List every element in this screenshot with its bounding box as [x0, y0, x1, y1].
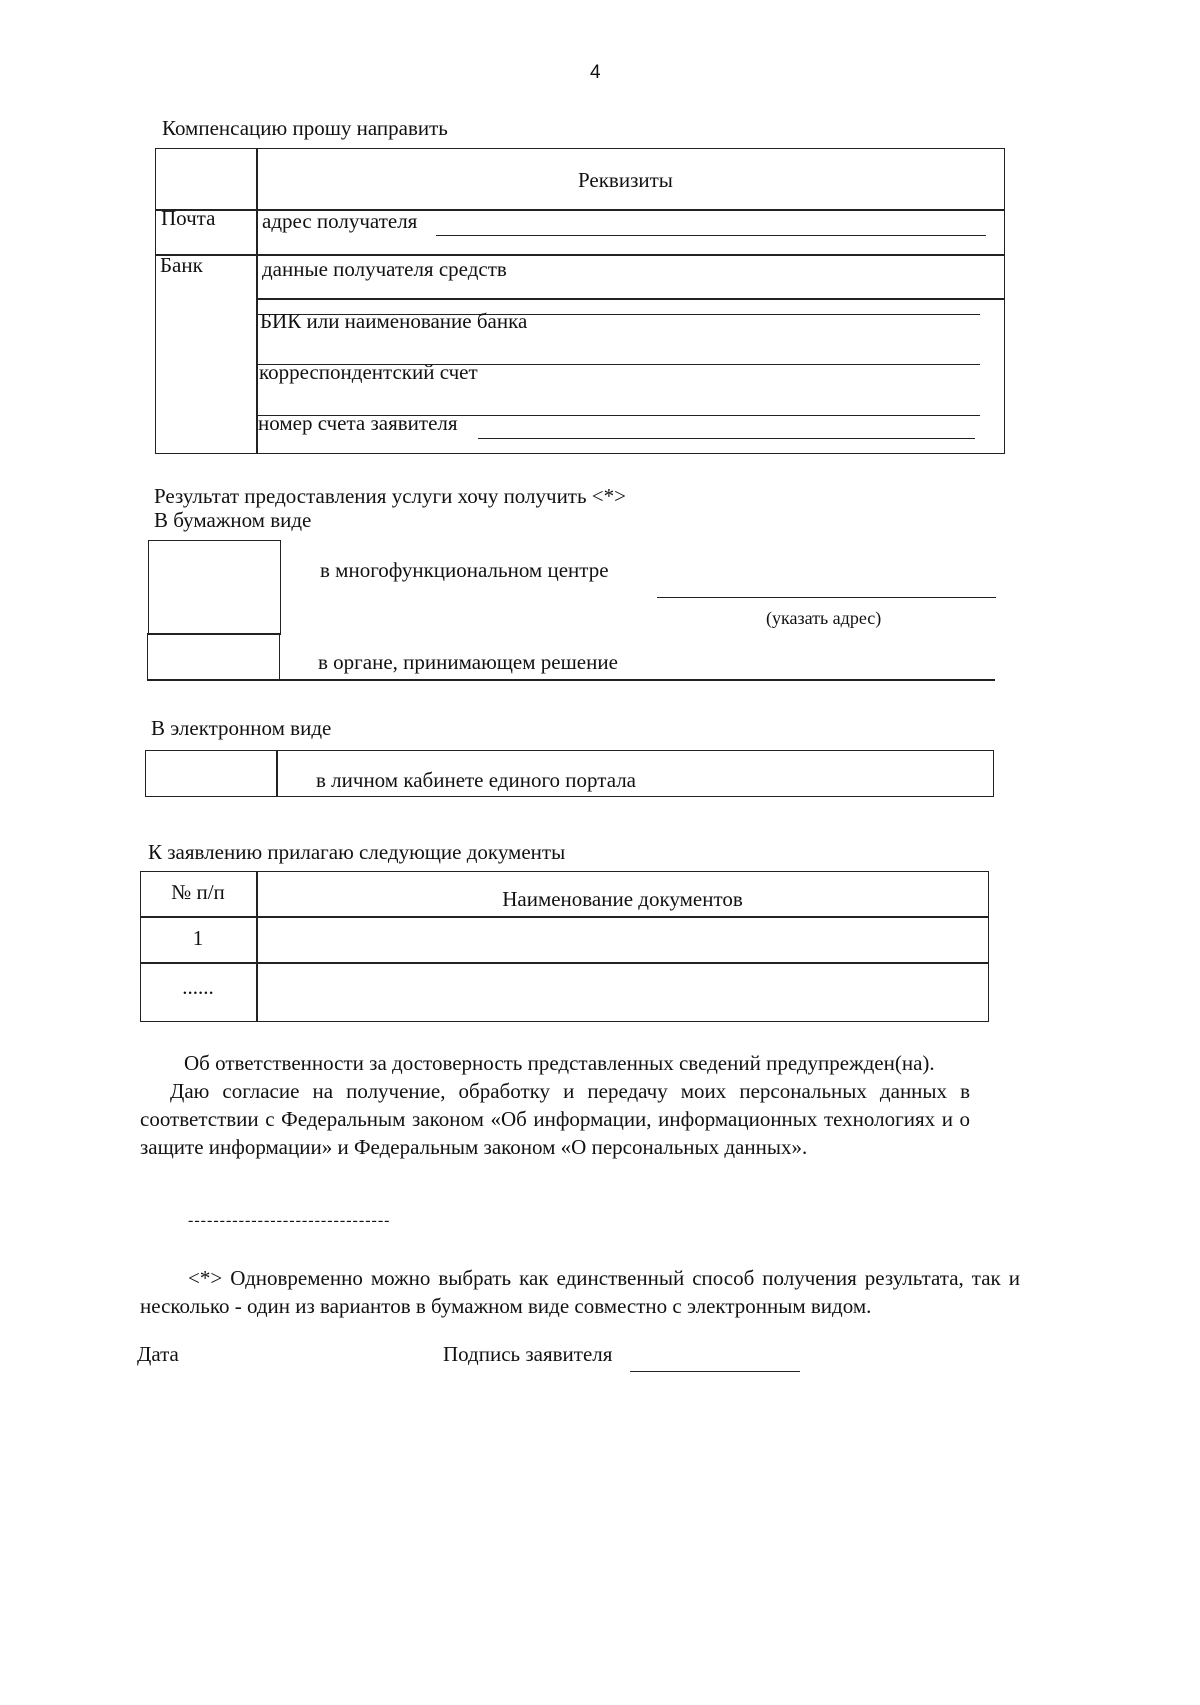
col-name-header: Наименование документов	[502, 887, 743, 911]
post-recipient-address-field[interactable]	[436, 235, 986, 236]
post-recipient-address-label: адрес получателя	[262, 209, 418, 233]
bank-applicant-account-field[interactable]	[478, 438, 975, 439]
authority-checkbox[interactable]	[147, 633, 280, 680]
footnote-separator: --------------------------------	[188, 1212, 391, 1229]
result-heading: Результат предоставления услуги хочу получить <*>	[154, 484, 626, 508]
consent-statement: Даю согласие на получение, обработку и передачу моих персональных данных в соответствии с Федеральным законом «Об информации, информационных технологиях и о защите информации» и Федеральным законом «О персональных данных».	[140, 1079, 970, 1159]
compensation-heading: Компенсацию прошу направить	[162, 116, 448, 140]
signature-field[interactable]	[630, 1371, 800, 1372]
bank-corr-account-label: корреспондентский счет	[259, 360, 478, 384]
bank-label: Банк	[160, 253, 203, 277]
date-label: Дата	[137, 1342, 179, 1366]
bank-recipient-label: данные получателя средств	[262, 257, 507, 281]
mfc-checkbox[interactable]	[148, 540, 281, 635]
electronic-heading: В электронном виде	[151, 716, 332, 740]
doc-row-2-name[interactable]	[258, 964, 987, 1020]
doc-row-1-number: 1	[192, 926, 204, 950]
documents-heading: К заявлению прилагаю следующие документы	[148, 840, 566, 864]
electronic-checkbox-divider	[276, 750, 278, 797]
post-label: Почта	[161, 206, 216, 230]
paper-heading: В бумажном виде	[154, 508, 312, 532]
footnote-text: <*> Одновременно можно выбрать как единственный способ получения результата, так и несколько - один из вариантов в бумажном виде совместно с электронным видом.	[140, 1266, 1020, 1318]
signature-label: Подпись заявителя	[443, 1342, 613, 1366]
paper-option-mfc: в многофункциональном центре	[320, 558, 609, 582]
bank-bik-label: БИК или наименование банка	[260, 309, 528, 333]
responsibility-statement: Об ответственности за достоверность представленных сведений предупрежден(на).	[184, 1051, 935, 1075]
address-hint: (указать адрес)	[766, 608, 882, 628]
col-number-header: № п/п	[171, 880, 225, 904]
doc-row-1-name[interactable]	[258, 918, 987, 960]
requisites-header: Реквизиты	[578, 168, 673, 192]
electronic-option: в личном кабинете единого портала	[316, 768, 637, 792]
electronic-checkbox[interactable]	[146, 751, 275, 796]
doc-row-2-number: ......	[182, 975, 214, 999]
page-number: 4	[590, 62, 601, 83]
mfc-address-field[interactable]	[657, 597, 996, 598]
bank-applicant-account-label: номер счета заявителя	[258, 411, 458, 435]
paper-option-authority: в органе, принимающем решение	[318, 650, 618, 674]
